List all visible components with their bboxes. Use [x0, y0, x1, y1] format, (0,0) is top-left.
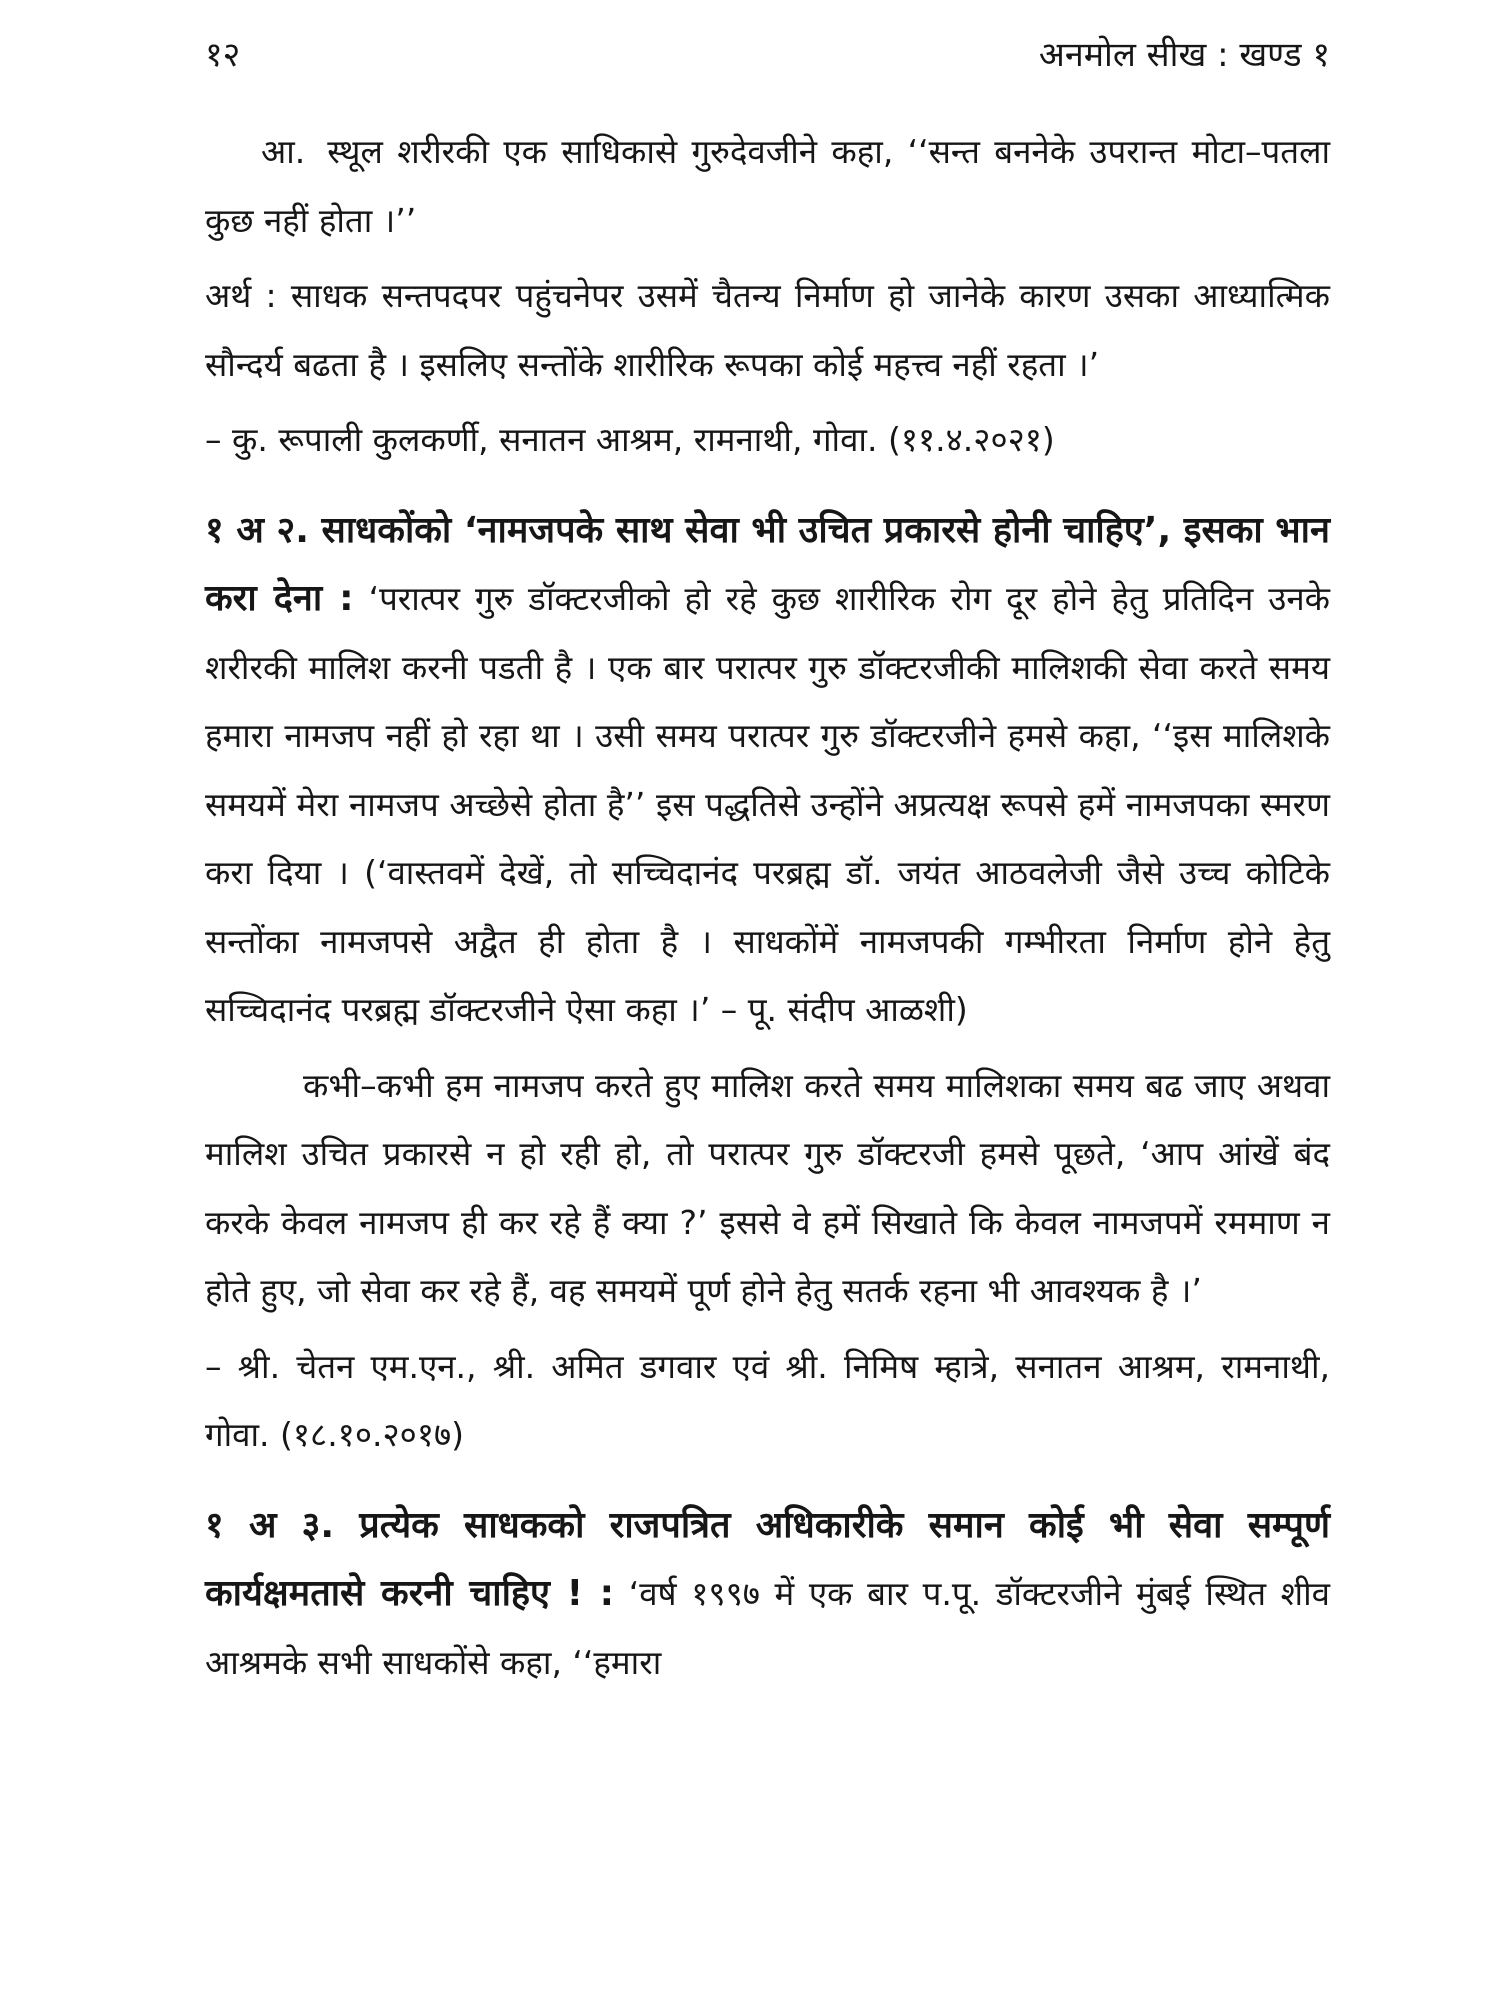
section-1a2: [205, 497, 1330, 1045]
paragraph-meaning: अर्थ : साधक सन्तपदपर पहुंचनेपर उसमें चैतन्य निर्माण हो जानेके कारण उसका आध्यात्मिक सौन्दर्य बढता है । इसलिए सन्तोंके शारीरिक रूपका कोई महत्त्व नहीं रहता ।’: [205, 276, 1330, 384]
section-heading-1a2: १ अ २. साधकोंको ‘नामजपके साथ सेवा भी उचित प्रकारसे होनी चाहिए’, इसका भान करा देना :: [205, 509, 1330, 619]
section-1a3: [205, 1492, 1330, 1698]
running-title: अनमोल सीख : खण्ड १: [1038, 35, 1330, 75]
section-text-1a2: ‘परात्पर गुरु डॉक्टरजीको हो रहे कुछ शारीरिक रोग दूर होने हेतु प्रतिदिन उनके शरीरकी मालिश करनी पडती है । एक बार परात्पर गुरु डॉक्टरजीकी मालिशकी सेवा करते समय हमारा नामजप नहीं हो रहा था । उसी समय परात्पर गुरु डॉक्टरजीने हमसे कहा, ‘‘इस मालिशके समयमें मेरा नामजप अच्छेसे होता है’’ इस पद्धतिसे उन्होंने अप्रत्यक्ष रूपसे हमें नामजपका स्मरण करा दिया । (‘वास्तवमें देखें, तो सच्चिदानंद परब्रह्म डॉ. जयंत आठवलेजी जैसे उच्च कोटिके सन्तोंका नामजपसे अद्वैत ही होता है । साधकोंमें नामजपकी गम्भीरता निर्माण होने हेतु सच्चिदानंद परब्रह्म डॉक्टरजीने ऐसा कहा ।’ – पू. संदीप आळशी): [205, 579, 1330, 1029]
page-number: १२: [205, 35, 241, 75]
attribution-2: – श्री. चेतन एम.एन., श्री. अमित डगवार एवं श्री. निमिष म्हात्रे, सनातन आश्रम, रामनाथी, गोवा. (१८.१०.२०१७): [205, 1346, 1330, 1454]
page-body: [205, 118, 1330, 1697]
section-text-1a3: ‘वर्ष १९९७ में एक बार प.पू. डॉक्टरजीने मुंबई स्थित शीव आश्रमके सभी साधकोंसे कहा, ‘‘हमारा: [205, 1574, 1330, 1682]
page-header: [205, 22, 1330, 82]
paragraph-kabhi: कभी–कभी हम नामजप करते हुए मालिश करते समय मालिशका समय बढ जाए अथवा मालिश उचित प्रकारसे न हो रही हो, तो परात्पर गुरु डॉक्टरजी हमसे पूछते, ‘आप आंखें बंद करके केवल नामजप ही कर रहे हैं क्या ?’ इससे वे हमें सिखाते कि केवल नामजपमें रममाण न होते हुए, जो सेवा कर रहे हैं, वह समयमें पूर्ण होने हेतु सतर्क रहना भी आवश्यक है ।’: [205, 1065, 1330, 1310]
paragraph-label: आ.: [261, 132, 306, 171]
paragraph-text: स्थूल शरीरकी एक साधिकासे गुरुदेवजीने कहा, ‘‘सन्त बननेके उपरान्त मोटा–पतला कुछ नहीं होता ।’’: [205, 132, 1330, 240]
paragraph-aa: [205, 118, 1330, 255]
attribution-1: – कु. रूपाली कुलकर्णी, सनातन आश्रम, रामनाथी, गोवा. (११.४.२०२१): [205, 420, 1055, 459]
section-heading-1a3: १ अ ३. प्रत्येक साधकको राजपत्रित अधिकारीके समान कोई भी सेवा सम्पूर्ण कार्यक्षमतासे करनी चाहिए ! :: [205, 1504, 1330, 1614]
